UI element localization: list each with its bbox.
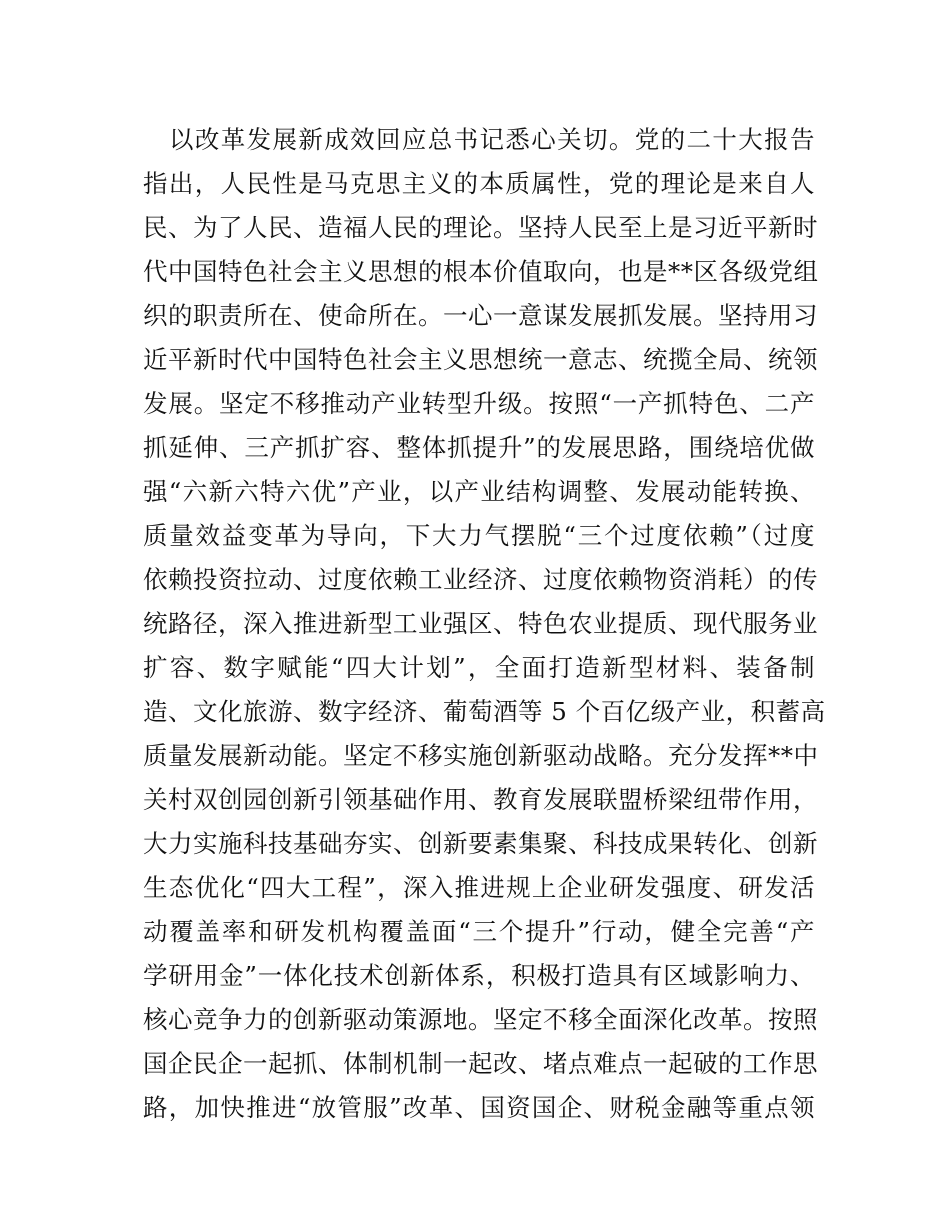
paragraph-line: 民、为了人民、造福人民的理论。坚持人民至上是习近平新时 <box>143 213 818 242</box>
paragraph-line: 以改革发展新成效回应总书记悉心关切。党的二十大报告 <box>169 125 815 154</box>
paragraph-line: 造、文化旅游、数字经济、葡萄酒等 5 个百亿级产业，积蓄高 <box>143 697 826 726</box>
paragraph-line: 核心竞争力的创新驱动策源地。坚定不移全面深化改革。按照 <box>143 1005 818 1034</box>
paragraph-line: 强“六新六特六优”产业，以产业结构调整、发展动能转换、 <box>143 477 815 506</box>
paragraph-line: 统路径，深入推进新型工业强区、特色农业提质、现代服务业 <box>143 609 818 638</box>
paragraph-line: 织的职责所在、使命所在。一心一意谋发展抓发展。坚持用习 <box>143 301 818 330</box>
paragraph-line: 学研用金”一体化技术创新体系，积极打造具有区域影响力、 <box>143 961 815 990</box>
paragraph-line: 质量效益变革为导向，下大力气摆脱“三个过度依赖”（过度 <box>143 521 815 550</box>
paragraph-line: 关村双创园创新引领基础作用、教育发展联盟桥梁纽带作用， <box>143 785 818 814</box>
paragraph-line: 大力实施科技基础夯实、创新要素集聚、科技成果转化、创新 <box>143 829 818 858</box>
paragraph-line: 路，加快推进“放管服”改革、国资国企、财税金融等重点领 <box>143 1093 815 1122</box>
paragraph-line: 扩容、数字赋能“四大计划”，全面打造新型材料、装备制 <box>143 653 815 682</box>
paragraph-line: 发展。坚定不移推动产业转型升级。按照“一产抓特色、二产 <box>143 389 815 418</box>
paragraph-line: 指出，人民性是马克思主义的本质属性，党的理论是来自人 <box>143 169 815 198</box>
body-paragraph <box>143 118 826 1130</box>
paragraph-line: 抓延伸、三产抓扩容、整体抓提升”的发展思路，围绕培优做 <box>143 433 815 462</box>
paragraph-line: 生态优化“四大工程”，深入推进规上企业研发强度、研发活 <box>143 873 815 902</box>
paragraph-line: 代中国特色社会主义思想的根本价值取向，也是**区各级党组 <box>143 257 819 286</box>
paragraph-line: 动覆盖率和研发机构覆盖面“三个提升”行动，健全完善“产 <box>143 917 815 946</box>
paragraph-line: 质量发展新动能。坚定不移实施创新驱动战略。充分发挥**中 <box>143 741 819 770</box>
paragraph-line: 近平新时代中国特色社会主义思想统一意志、统揽全局、统领 <box>143 345 818 374</box>
paragraph-line: 依赖投资拉动、过度依赖工业经济、过度依赖物资消耗）的传 <box>143 565 818 594</box>
paragraph-line: 国企民企一起抓、体制机制一起改、堵点难点一起破的工作思 <box>143 1049 818 1078</box>
